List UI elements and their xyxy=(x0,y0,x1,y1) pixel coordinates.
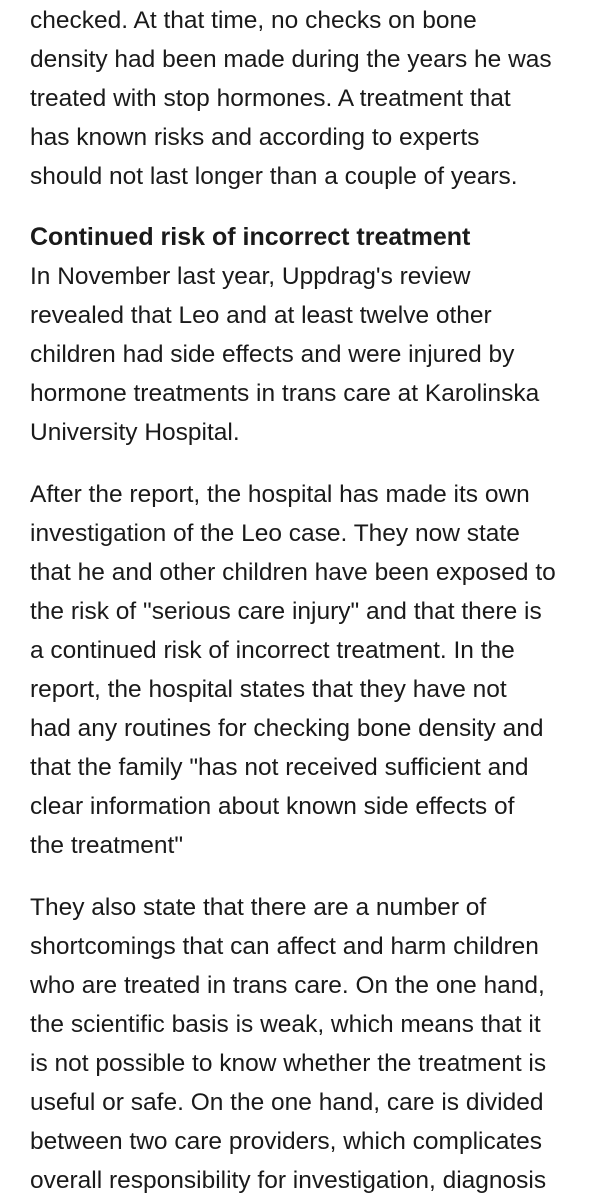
text-line: overall responsibility for investigation, diagnosis xyxy=(30,1167,547,1194)
text-line: checked. At that time, no checks on bone xyxy=(30,7,477,34)
text-line: treated with stop hormones. A treatment that xyxy=(30,85,511,112)
text-line: After the report, the hospital has made its own xyxy=(30,481,530,508)
text-line: density had been made during the years he was xyxy=(30,46,552,73)
text-line: has known risks and according to experts xyxy=(30,124,480,151)
text-line: They also state that there are a number of xyxy=(30,894,487,921)
paragraph-2 xyxy=(30,475,590,865)
section-heading: Continued risk of incorrect treatment xyxy=(30,223,471,251)
text-line: University Hospital. xyxy=(30,419,240,446)
text-line: shortcomings that can affect and harm children xyxy=(30,933,539,960)
paragraph-1 xyxy=(30,257,590,452)
text-line: that the family "has not received sufficient and xyxy=(30,754,529,781)
text-line: clear information about known side effects of xyxy=(30,793,515,820)
text-line: useful or safe. On the one hand, care is divided xyxy=(30,1089,544,1116)
text-line: children had side effects and were injured by xyxy=(30,341,515,368)
text-line: report, the hospital states that they have not xyxy=(30,676,507,703)
text-line: who are treated in trans care. On the one hand, xyxy=(30,972,545,999)
text-line: the scientific basis is weak, which means that it xyxy=(30,1011,541,1038)
paragraph-3 xyxy=(30,888,590,1200)
text-line: between two care providers, which complicates xyxy=(30,1128,543,1155)
text-line: revealed that Leo and at least twelve other xyxy=(30,302,492,329)
text-line: is not possible to know whether the treatment is xyxy=(30,1050,547,1077)
text-line: should not last longer than a couple of years. xyxy=(30,163,518,190)
text-line: the risk of "serious care injury" and that there is xyxy=(30,598,542,625)
text-line: that he and other children have been exposed to xyxy=(30,559,556,586)
text-line: In November last year, Uppdrag's review xyxy=(30,263,471,290)
article-body xyxy=(30,0,590,1200)
text-line: a continued risk of incorrect treatment. In the xyxy=(30,637,515,664)
text-line: had any routines for checking bone density and xyxy=(30,715,544,742)
paragraph-intro xyxy=(30,1,590,196)
text-line: the treatment" xyxy=(30,832,184,859)
text-line: investigation of the Leo case. They now state xyxy=(30,520,520,547)
text-line: hormone treatments in trans care at Karolinska xyxy=(30,380,540,407)
